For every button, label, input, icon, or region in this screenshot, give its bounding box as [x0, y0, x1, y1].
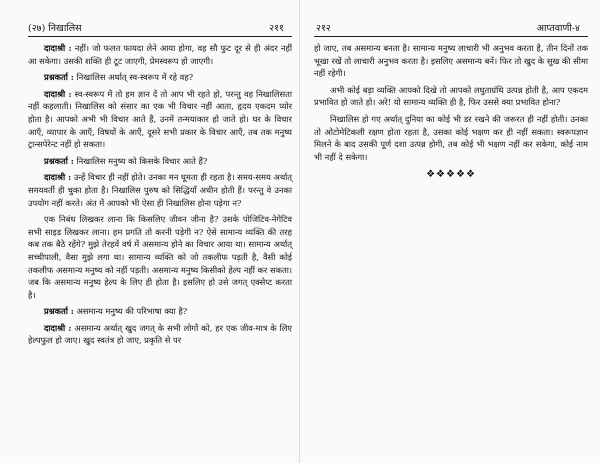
paragraph — [28, 88, 292, 151]
section-ornament: ❖❖❖❖❖ — [426, 169, 476, 181]
left-page-number: २११ — [269, 23, 284, 34]
right-page — [300, 0, 600, 463]
paragraph-text: हो जाए, तब असमान्य बनता है। सामान्य मनुष्य लाचारी भी अनुभव करता है, तीन दिनों तक भूखा रखें तो लाचारी अनुभव करता है। इसलिए असमान्य बनें। फिर तो खुद के सुख की सीमा नहीं रहेगी। — [314, 43, 588, 79]
paragraph-text: स्व-स्वरूप में तो हम ज्ञान दें तो आप भी रहते हो, परन्तु वह निखालिसता नहीं कहलाती। निखालिस को संसार का एक भी विचार नहीं आता, हृदय एकदम प्योर होता है। आपको अभी भी विचार आते हैं, उनमें तन्मयाकार हो जाते हो। घर के विचार आएँ, व्यापार के आएँ, विषयों के आएँ, दूसरे सभी प्रकार के विचार आएँ, तब तक मनुष्य ट्रान्सपेरेन्ट नहीं हो सकता। — [28, 88, 293, 150]
paragraph-text: निखालिस हो गए अर्थात् दुनिया का कोई भी डर रखने की जरूरत ही नहीं होती। उनका तो ओटोमेटिकली रक्षण होता रहता है, उसका कोई भक्षण कर ही नहीं सकता। स्वरूपज्ञान मिलने के बाद उसकी पूर्ण दशा उत्पन्न होगी, तब कोई भी भक्षण नहीं कर सकेगा, कोई नाम भी नहीं दे सकेगा। — [314, 113, 588, 162]
left-page-header — [28, 20, 292, 37]
speaker-label: प्रश्नकर्ता : — [44, 155, 74, 166]
speaker-label: दादाश्री : — [44, 88, 72, 99]
right-page-header — [314, 20, 588, 37]
right-page-number: २१२ — [316, 23, 331, 34]
right-page-body — [314, 42, 588, 180]
paragraph-text: अभी कोई बड़ा व्यक्ति आपको दिखे तो आपको लघुताग्रंथि उत्पन्न होती है, आप एकदम प्रभावित हो जाते हो। अरे! यो सामान्य व्यक्ति ही है, फिर उससे क्या प्रभावित होना? — [314, 84, 588, 108]
speaker-label: प्रश्नकर्ता : — [44, 306, 74, 317]
speaker-label: दादाश्री : — [44, 322, 72, 333]
paragraph — [28, 213, 292, 301]
paragraph — [28, 155, 292, 168]
paragraph — [28, 305, 292, 318]
paragraph — [28, 71, 292, 84]
paragraph — [28, 42, 292, 67]
speaker-label: दादाश्री : — [44, 172, 72, 183]
chapter-title: (२७) निखालिस — [28, 23, 82, 34]
left-page-body — [28, 42, 292, 347]
paragraph-text: निखालिस मनुष्य को किसके विचार आते हैं? — [76, 155, 208, 166]
paragraph-text: असमान्य मनुष्य की परिभाषा क्या है? — [76, 306, 188, 317]
paragraph — [314, 113, 588, 163]
paragraph-text: नहीं। जो फलत फायदा लेने आया होगा, वह सौ फुट दूर से ही अंदर नहीं आ सकेगा। उसकी शक्ति ही टूट जाएगी, प्रेमस्वरूप हो जाएगी। — [28, 43, 292, 66]
paragraph — [28, 171, 292, 209]
speaker-label: दादाश्री : — [44, 43, 72, 53]
paragraph — [28, 322, 292, 347]
paragraph-text: निखालिस अर्थात् स्व-स्वरूप में रहे वह? — [76, 72, 194, 83]
paragraph — [314, 42, 588, 80]
paragraph-text: असमान्य अर्थात् खुद जगत् के सभी लोगों को, हर एक जीव-मात्र के लिए हेल्पफुल हो जाए। खुद स्वतंत्र हो जाए, प्रकृति से पर — [28, 322, 292, 346]
paragraph-text: उन्हें विचार ही नहीं होते। उनका मन घूमता ही रहता है। समय-समय अर्थात् समयवर्ती ही चुका होता है। निखालिस पुरुष को सिद्धियाँ अधीन होती हैं। परन्तु वे उनका उपयोग नहीं करते। अंत में आपको भी ऐसा ही निखालिस होना पड़ेगा न? — [28, 172, 292, 208]
paragraph — [314, 84, 588, 109]
speaker-label: प्रश्नकर्ता : — [44, 72, 74, 83]
paragraph-text: एक निबंध लिखकर लाना कि किसलिए जीवन जीना है? उसके पोजिटिव-नेगेटिव सभी साइड लिखकर लाना। हम प्रगति तो करनी पड़ेगी न? ऐसे सामान्य व्यक्ति की तरह कब तक बैठे रहेंगे? मुझे तेरहवें वर्ष में असमान्य होने का विचार आया था। सामान्य अर्थात् सच्चीपाली, वैसा मुझे लगा था। सामान्य व्यक्ति को जो तकलीफ पड़ती है, वैसी कोई तकलीफ असमान्य मनुष्य को नहीं पड़ती। असमान्य मनुष्य किसीको हेल्प नहीं कर सकता। जब कि असमान्य मनुष्य हेल्प के लिए ही होता है। इसलिए हो उसे जगत् एक्सेप्ट करता है। — [28, 214, 292, 300]
book-title: आप्तवाणी-४ — [536, 23, 580, 34]
